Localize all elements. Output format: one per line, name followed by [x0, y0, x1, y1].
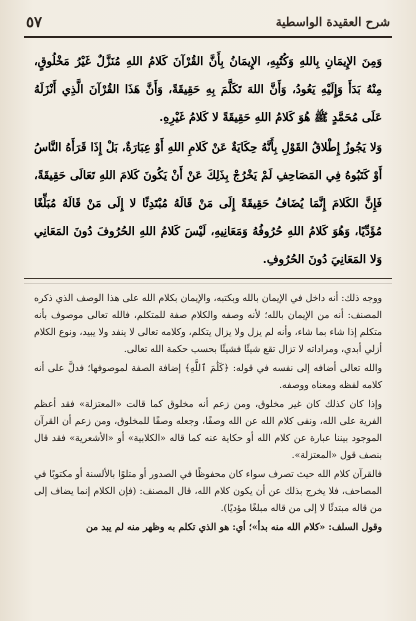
matn-paragraph-1-text: وَمِنَ الإِيمَانِ بِاللهِ وَكُتُبِهِ، الإِيمَانُ بِأَنَّ القُرْآنَ كَلامُ اللهِ مُنَزَّلٌ غَيْرُ مَخْلُوقٍ، مِنْهُ بَدَأَ وَإِلَيْهِ يَعُودُ، وَأَنَّ اللهَ تَكَلَّمَ بِهِ حَقِيقَةً، وَأَنَّ هَذَا القُرْآنَ الَّذِي أَنْزَلَهُ عَلَى مُحَمَّدٍ ﷺ هُوَ كَلامُ اللهِ حَقِيقَةً لا كَلامُ غَيْرِهِ. — [34, 54, 382, 124]
matn-section — [24, 39, 392, 279]
section-divider — [24, 283, 392, 284]
matn-paragraph-2 — [34, 133, 382, 273]
commentary-paragraph-1: ووجه ذلك: أنه داخل في الإيمان بالله وبكتبه، والإيمان بكلام الله على هذا الوصف الذي ذكره المصنف: أنه من الإيمان بالله؛ لأنه وصفه والكلام صفة للمتكلم، فالله تعالى موصوف بأنه متكلم إذا شاء بما شاء، وأنه لم يزل ولا يزال يتكلم، وكلامه تعالى لا ينفد ولا يبيد، ونوع الكلام أزلي أبدي، ومراداته لا تزال تقع شيئًا فشيئًا بحسب حكمة الله تعالى. — [34, 293, 382, 355]
matn-paragraph-2-text: وَلا يَجُوزُ إِطْلاقُ القَوْلِ بِأَنَّهُ حِكَايَةٌ عَنْ كَلامِ اللهِ أَوْ عِبَارَةٌ، بَلْ إِذَا قَرَأَهُ النَّاسُ أَوْ كَتَبُوهُ فِي المَصَاحِفِ لَمْ يَخْرُجْ بِذَلِكَ عَنْ أَنْ يَكُونَ كَلامَ اللهِ تَعَالَى حَقِيقَةً، فَإِنَّ الكَلامَ إِنَّمَا يُضَافُ حَقِيقَةً إِلَى مَنْ قَالَهُ مُبْتَدِئًا لا إِلَى مَنْ قَالَهُ مُبَلِّغًا مُؤَدِّيًا، وَهُوَ كَلامُ اللهِ حُرُوفُهُ وَمَعَانِيهِ، لَيْسَ كَلامُ اللهِ الحُرُوفَ دُونَ المَعَانِي وَلا المَعَانِيَ دُونَ الحُرُوفِ. — [34, 140, 382, 266]
commentary-section — [24, 290, 392, 611]
matn-paragraph-1 — [34, 47, 382, 131]
book-title: شرح العقيدة الواسطية — [275, 14, 390, 29]
commentary-paragraph-2: والله تعالى أضافه إلى نفسه في قوله: ﴿كَلَٰمَ ٱللَّهِ﴾ إضافة الصفة لموصوفها؛ فدلَّ على أنه كلامه لفظه ومعناه ووصفه. — [34, 363, 382, 391]
commentary-paragraph-3: وإذا كان كذلك كان غير مخلوق، ومن زعم أنه مخلوق كما قالت «المعتزلة» فقد أعظم الفرية على الله، ونفى كلام الله عن الله وصفًا، وجعله وصفًا للمخلوق، ومن زعم أن القرآن الموجود بيننا عبارة عن كلام الله أو حكاية عنه كما قاله «الكلابية» أو «الأشعرية» فقد قال بنصف قول «المعتزلة». — [34, 399, 382, 461]
page-number: ٥٧ — [26, 12, 43, 31]
page-header — [24, 10, 392, 38]
commentary-paragraph-4: فالقرآن كلام الله حيث تصرف سواء كان محفوظًا في الصدور أو متلوًا بالألسنة أو مكتوبًا في المصاحف، فلا يخرج بذلك عن أن يكون كلام الله، قال المصنف: (فإن الكلام إنما يضاف إلى من قاله مبتدئًا لا إلى من قاله مبلغًا مؤديًا). — [34, 469, 382, 514]
commentary-paragraph-5: وقول السلف: «كلام الله منه بدأ»؛ أي: هو الذي تكلم به وظهر منه لم يبد من — [85, 522, 382, 533]
